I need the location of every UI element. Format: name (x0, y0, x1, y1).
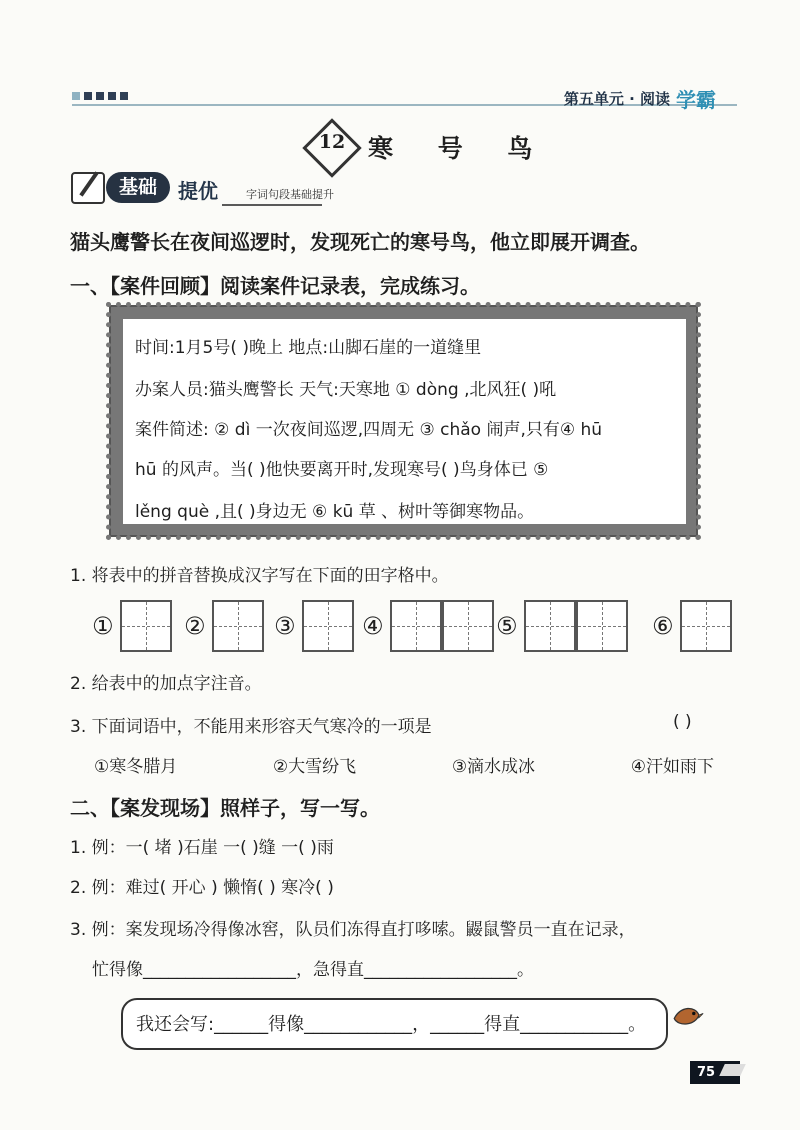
header-dots (72, 92, 128, 100)
case-line: 时间:1月5号( )晚上 地点:山脚石崖的一道缝里 (135, 338, 482, 358)
part2-item-1: 1. 例：一( 堵 )石崖 一( )缝 一( )雨 (70, 838, 334, 858)
grid-item-6 (652, 600, 732, 652)
writing-box[interactable] (120, 600, 172, 652)
option-2[interactable]: ②大雪纷飞 (272, 757, 357, 777)
part2-item-3-blank[interactable]: 忙得像__________________，急得直__________________。 (92, 960, 534, 980)
case-line: hū 的风声。当( )他快要离开时,发现寒号( )鸟身体已 ⑤ (135, 460, 549, 480)
part2-item-3: 3. 例：案发现场冷得像冰窖，队员们冻得直打哆嗦。鼹鼠警员一直在记录， (70, 920, 636, 940)
part2-item-2: 2. 例：难过( 开心 ) 懒惰( ) 寒冷( ) (70, 878, 334, 898)
part1-heading: 一、【案件回顾】阅读案件记录表，完成练习。 (70, 274, 480, 298)
grid-item-3 (274, 600, 354, 652)
brand-logo: 学霸 (676, 88, 716, 112)
pencil-icon (71, 172, 105, 204)
writing-box[interactable] (680, 600, 732, 652)
writing-box[interactable] (302, 600, 354, 652)
header-unit (564, 84, 716, 113)
grid-label: ⑤ (496, 612, 518, 640)
writing-box[interactable] (442, 600, 494, 652)
case-line: 办案人员:猫头鹰警长 天气:天寒地 ① dòng ,北风狂( )吼 (135, 380, 557, 400)
option-1[interactable]: ①寒冬腊月 (94, 757, 178, 777)
option-4[interactable]: ④汗如雨下 (630, 757, 714, 777)
question-3: 3. 下面词语中，不能用来形容天气寒冷的一项是 (70, 717, 432, 737)
option-3[interactable]: ③滴水成冰 (451, 757, 536, 777)
grid-item-2 (184, 600, 264, 652)
lesson-number: 12 (318, 131, 346, 153)
pen-icon (719, 1064, 746, 1076)
writing-grid-row (92, 600, 722, 656)
header-unit-text: 第五单元 · 阅读 (563, 90, 670, 108)
grid-label: ④ (362, 612, 384, 640)
section-subtitle: 字词句段基础提升 (246, 188, 334, 201)
writing-box[interactable] (524, 600, 576, 652)
writing-box[interactable] (390, 600, 442, 652)
grid-label: ① (92, 612, 114, 640)
intro-text: 猫头鹰警长在夜间巡逻时，发现死亡的寒号鸟，他立即展开调查。 (70, 230, 650, 254)
section-underline (222, 204, 322, 206)
grid-label: ② (184, 612, 206, 640)
grid-label: ③ (274, 612, 296, 640)
section-title: 提优 (178, 179, 218, 203)
case-record-table (123, 319, 686, 524)
question-2: 2. 给表中的加点字注音。 (70, 674, 262, 694)
writing-box[interactable] (576, 600, 628, 652)
bird-icon (670, 1001, 704, 1031)
part2-heading: 二、【案发现场】照样子，写一写。 (70, 796, 380, 820)
grid-label: ⑥ (652, 612, 674, 640)
options-row (94, 752, 714, 777)
case-line: lěng què ,且( )身边无 ⑥ kū 草 、树叶等御寒物品。 (135, 502, 535, 522)
extra-writing-text[interactable]: 我还会写:______得像____________，______得直____________。 (136, 1014, 647, 1035)
grid-item-1 (92, 600, 172, 652)
question-1: 1. 将表中的拼音替换成汉字写在下面的田字格中。 (70, 566, 449, 586)
case-line: 案件简述: ② dì 一次夜间巡逻,四周无 ③ chǎo 闹声,只有④ hū (135, 420, 603, 440)
section-badge: 基础 (106, 172, 170, 203)
writing-box[interactable] (212, 600, 264, 652)
page-number: 75 (690, 1061, 740, 1084)
answer-parentheses[interactable]: ( ) (673, 712, 692, 732)
grid-item-4 (362, 600, 494, 652)
grid-item-5 (496, 600, 628, 652)
lesson-title: 寒 号 鸟 (368, 134, 551, 163)
